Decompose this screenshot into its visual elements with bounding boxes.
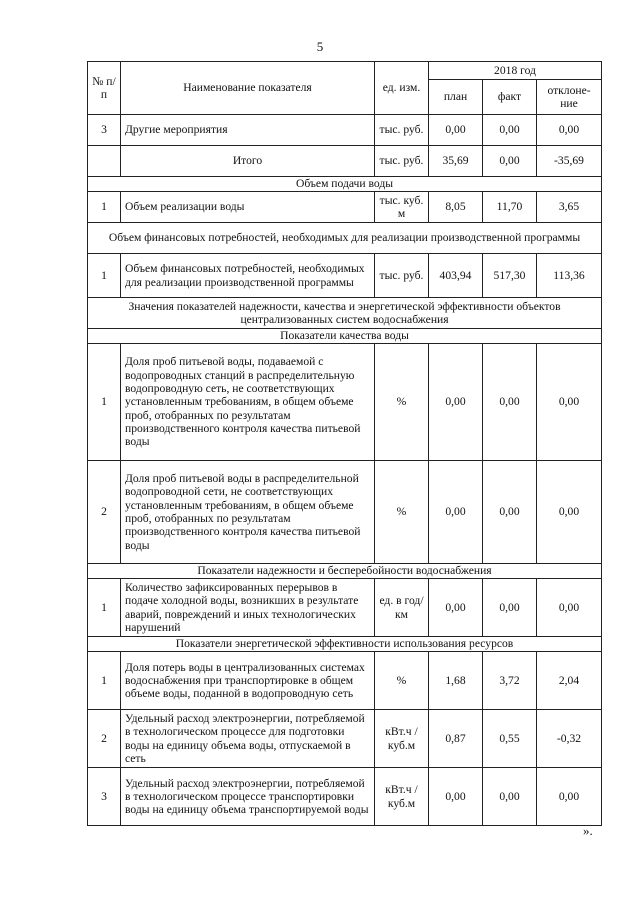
section-row (88, 564, 602, 579)
row-unit: ед. в год/ км (375, 579, 429, 637)
row-plan: 403,94 (429, 254, 483, 298)
row-unit: тыс. куб. м (375, 192, 429, 223)
row-deviation: 2,04 (537, 652, 602, 710)
table-row-total (88, 146, 602, 177)
header-no: № п/п (88, 62, 121, 115)
row-plan: 0,87 (429, 710, 483, 768)
row-fact: 517,30 (483, 254, 537, 298)
row-name: Объем финансовых потребностей, необходимых для реализации производственной программы (121, 254, 375, 298)
row-fact: 3,72 (483, 652, 537, 710)
row-no: 2 (88, 710, 121, 768)
row-no: 1 (88, 254, 121, 298)
row-name: Итого (121, 146, 375, 177)
table-row (88, 768, 602, 826)
table-row (88, 192, 602, 223)
row-fact: 0,00 (483, 461, 537, 564)
row-deviation: 0,00 (537, 768, 602, 826)
row-plan: 0,00 (429, 344, 483, 461)
header-fact: факт (483, 80, 537, 115)
row-plan: 1,68 (429, 652, 483, 710)
row-fact: 0,00 (483, 115, 537, 146)
section-title: Значения показателей надежности, качества и энергетической эффективности объектов централизованных систем водоснабжения (88, 298, 602, 329)
row-no: 2 (88, 461, 121, 564)
row-unit: тыс. руб. (375, 115, 429, 146)
row-unit: % (375, 652, 429, 710)
section-title: Объем подачи воды (88, 177, 602, 192)
table-row (88, 579, 602, 637)
table-header-row (88, 62, 602, 80)
row-name: Доля проб питьевой воды, подаваемой с водопроводных станций в распределительную водопроводную сеть, не соответствующих установленным требованиям, в общем объеме проб, отобранных по результатам производственного контроля качества питьевой воды (121, 344, 375, 461)
table-row (88, 652, 602, 710)
row-deviation: -35,69 (537, 146, 602, 177)
row-plan: 0,00 (429, 115, 483, 146)
row-unit: % (375, 344, 429, 461)
row-plan: 8,05 (429, 192, 483, 223)
header-unit: ед. изм. (375, 62, 429, 115)
row-no: 3 (88, 115, 121, 146)
row-no: 1 (88, 652, 121, 710)
row-fact: 0,55 (483, 710, 537, 768)
row-no: 1 (88, 344, 121, 461)
section-row (88, 223, 602, 254)
section-title: Показатели надежности и бесперебойности водоснабжения (88, 564, 602, 579)
row-unit: тыс. руб. (375, 254, 429, 298)
header-name: Наименование показателя (121, 62, 375, 115)
row-fact: 0,00 (483, 579, 537, 637)
row-plan: 0,00 (429, 579, 483, 637)
row-deviation: 3,65 (537, 192, 602, 223)
row-deviation: 0,00 (537, 461, 602, 564)
row-fact: 0,00 (483, 344, 537, 461)
row-plan: 0,00 (429, 461, 483, 564)
row-deviation: 113,36 (537, 254, 602, 298)
header-deviation: отклоне-ние (537, 80, 602, 115)
row-name: Количество зафиксированных перерывов в подаче холодной воды, возникших в результате аварий, повреждений и иных технологических нарушений (121, 579, 375, 637)
section-title: Показатели качества воды (88, 329, 602, 344)
section-title: Объем финансовых потребностей, необходимых для реализации производственной программы (88, 223, 602, 254)
row-name: Удельный расход электроэнергии, потребляемой в технологическом процессе для подготовки воды на единицу объема воды, отпускаемой в сеть (121, 710, 375, 768)
row-no: 1 (88, 579, 121, 637)
table-row (88, 115, 602, 146)
row-fact: 11,70 (483, 192, 537, 223)
closing-quote: ». (583, 823, 593, 838)
row-no: 3 (88, 768, 121, 826)
row-name: Другие мероприятия (121, 115, 375, 146)
row-unit: кВт.ч / куб.м (375, 768, 429, 826)
row-fact: 0,00 (483, 768, 537, 826)
page-number: 5 (316, 39, 324, 54)
row-name: Удельный расход электроэнергии, потребляемой в технологическом процессе транспортировки воды на единицу объема транспортируемой воды (121, 768, 375, 826)
table-row (88, 461, 602, 564)
row-deviation: 0,00 (537, 115, 602, 146)
row-name: Доля проб питьевой воды в распределительной водопроводной сети, не соответствующих установленным требованиям, в общем объеме проб, отобранных по результатам производственного контроля качества питьевой воды (121, 461, 375, 564)
header-year: 2018 год (429, 62, 602, 80)
table-row (88, 344, 602, 461)
row-deviation: 0,00 (537, 579, 602, 637)
table-row (88, 254, 602, 298)
row-unit: % (375, 461, 429, 564)
header-plan: план (429, 80, 483, 115)
row-no: 1 (88, 192, 121, 223)
indicators-table (87, 61, 602, 826)
row-deviation: -0,32 (537, 710, 602, 768)
row-plan: 35,69 (429, 146, 483, 177)
row-unit: кВт.ч / куб.м (375, 710, 429, 768)
table-row (88, 710, 602, 768)
row-name: Доля потерь воды в централизованных системах водоснабжения при транспортировке в общем объеме воды, поданной в водопроводную сеть (121, 652, 375, 710)
section-title: Показатели энергетической эффективности использования ресурсов (88, 637, 602, 652)
row-plan: 0,00 (429, 768, 483, 826)
row-name: Объем реализации воды (121, 192, 375, 223)
section-row (88, 329, 602, 344)
section-row (88, 637, 602, 652)
row-deviation: 0,00 (537, 344, 602, 461)
row-fact: 0,00 (483, 146, 537, 177)
section-row (88, 177, 602, 192)
section-row (88, 298, 602, 329)
row-unit: тыс. руб. (375, 146, 429, 177)
